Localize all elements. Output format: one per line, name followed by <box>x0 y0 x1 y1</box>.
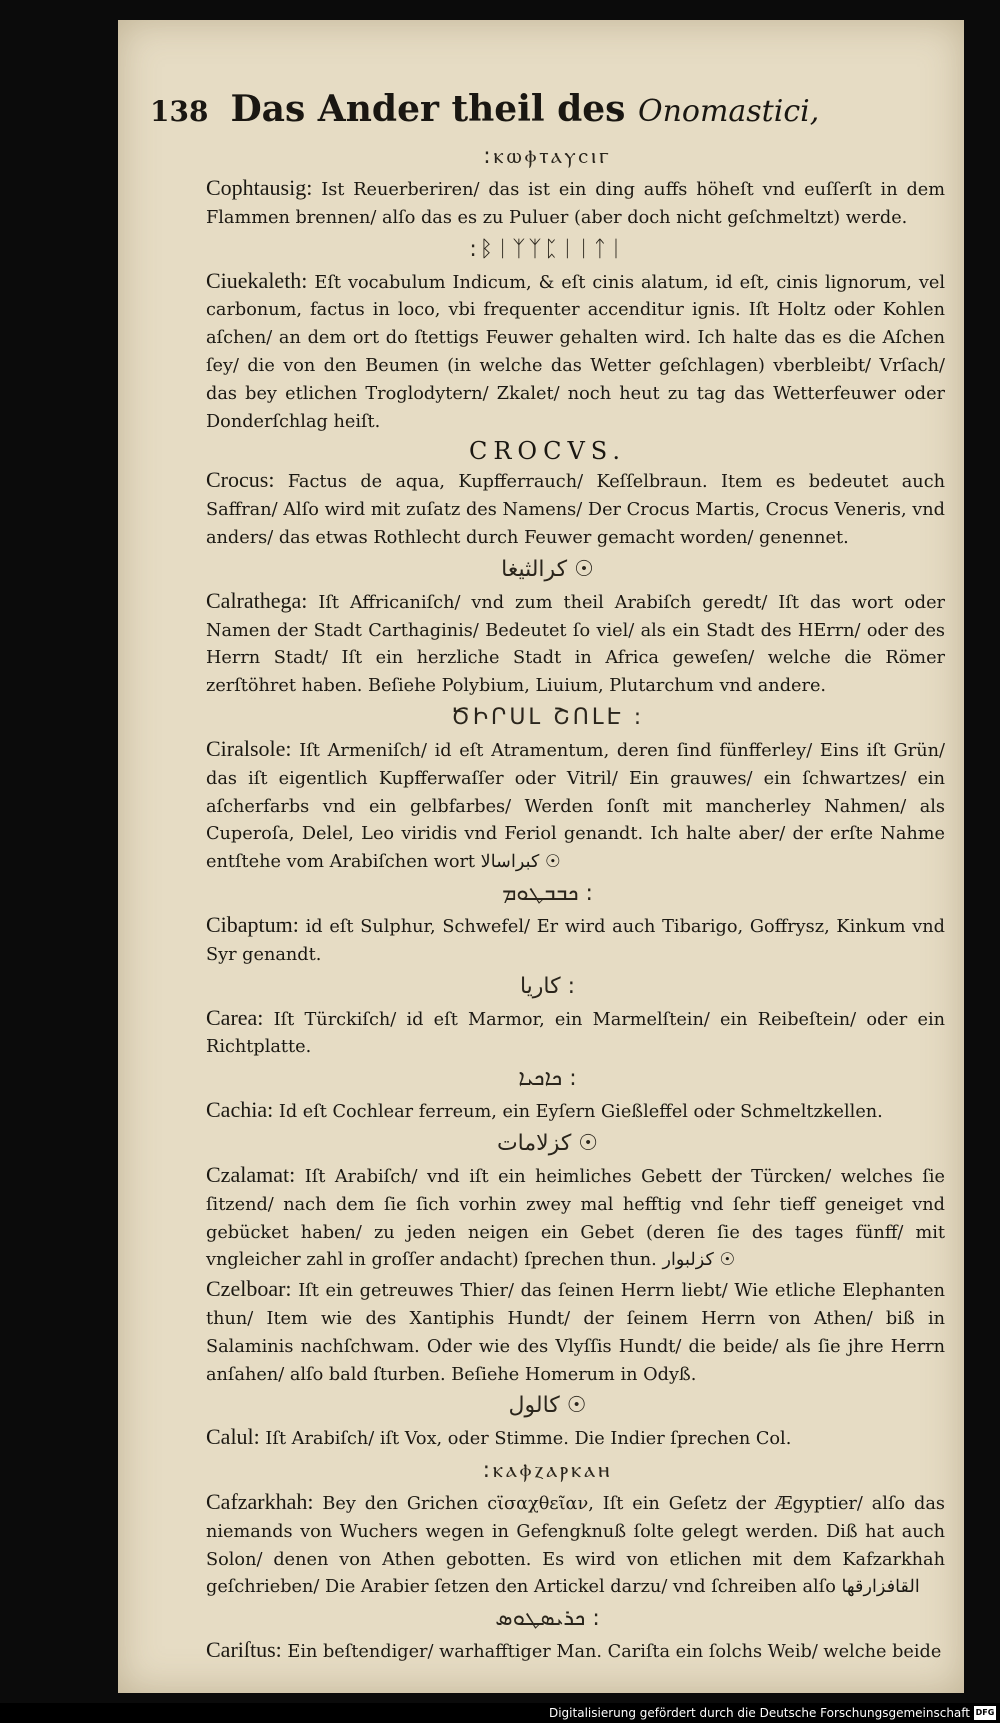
entry-headword: Crocus: <box>206 467 275 493</box>
dictionary-entry <box>150 466 945 552</box>
entry-headword: Cibaptum: <box>206 911 299 937</box>
dictionary-entry <box>150 911 945 970</box>
foreign-script-line: ܟܪܝܣܛܘܣ : <box>495 1606 600 1632</box>
entry-headword: Czelboar: <box>206 1276 292 1302</box>
running-title-latin: Onomastici, <box>637 94 820 129</box>
entry-text: Iſt Türckiſch/ id eſt Marmor, ein Marmelſtein/ ein Reibeſtein/ oder ein Richtplatte. <box>206 1009 946 1058</box>
foreign-script-line: ﻛﺎﺭﻳﺎ : <box>519 973 576 999</box>
running-title <box>230 88 819 130</box>
foreign-script-line: ﻛﺰﻻﻣﺎﺕ ☉ <box>496 1130 599 1156</box>
digitization-footer <box>0 1703 1000 1723</box>
page-header <box>150 88 930 138</box>
entry-headword: Cophtausig: <box>206 175 313 200</box>
dictionary-entry <box>150 587 945 701</box>
dictionary-entry <box>150 267 945 437</box>
dictionary-entry <box>150 1423 945 1454</box>
entry-text: Eſt vocabulum Indicum, & eſt cinis alatum, id eſt, cinis lignorum, vel carbonum, factus in loco, vbi frequenter accenditur ignis. Iſt Holtz oder Kohlen aſchen/ an dem ort do ſtettigs Feuwer gehalten wird. Ich halte das es die Aſchen ſey/ die von den Beumen (in welche das Wetter geſchlagen) vberbleibt/ Vrſach/ das bey etlichen Troglodytern/ Zkalet/ noch heut zu tag das Wetterfeuwer oder Donderſchlag heiſt. <box>206 272 946 432</box>
dictionary-entry <box>150 1096 945 1127</box>
dictionary-entry <box>150 1636 945 1667</box>
entry-text: Iſt Affricaniſch/ vnd zum theil Arabiſch geredt/ Iſt das wort oder Namen der Stadt Carthaginis/ Bedeutet ſo viel/ als ein Stadt des HErrn/ oder des Herrn Stadt/ Iſt ein herzliche Stadt in Africa geweſen/ welche die Römer zerſtöhret haben. Beſiehe Polybium, Liuium, Plutarchum vnd andere. <box>206 592 946 697</box>
foreign-script-line: :ⲕⲱⲫⲧⲁⲩⲥⲓⲅ <box>483 144 612 169</box>
dictionary-entry <box>150 1161 945 1275</box>
entry-text: Factus de aqua, Kupfferrauch/ Keſſelbraun. Item es bedeutet auch Saffran/ Alſo wird mit zuſatz des Namens/ Der Crocus Martis, Crocus Veneris, vnd anders/ das etwas Rothlecht durch Feuwer gemacht worden/ genennet. <box>206 472 945 548</box>
dictionary-entry <box>150 1488 945 1602</box>
dfg-logo-icon: DFG <box>974 1706 996 1720</box>
entry-headword: Cafzarkhah: <box>206 1489 314 1515</box>
page-number: 138 <box>150 95 209 128</box>
entry-text: Iſt Arabiſch/ iſt Vox, oder Stimme. Die Indier ſprechen Col. <box>265 1429 792 1450</box>
entry-headword: Calul: <box>206 1424 260 1450</box>
entry-headword: Ciralsole: <box>206 735 292 761</box>
entry-headword: Cachia: <box>206 1097 274 1123</box>
entry-text: id eſt Sulphur, Schwefel/ Er wird auch Tibarigo, Goffrysz, Kinkum vnd Syr genandt. <box>206 916 946 965</box>
foreign-script-line: :ᛒᛁᛉᛉᛈᛁᛁᛏᛁ <box>469 236 626 262</box>
foreign-script-line: :ⲕⲁⲫⲍⲁⲣⲕⲁⲏ <box>482 1458 613 1484</box>
section-heading: CROCVS. <box>468 437 627 466</box>
entry-text: Bey den Grichen ϲϊσαχθεῖαν, Iſt ein Geſetz der Ægyptier/ alſo das niemands von Wuchers wegen in Gefengknuß ſolte gelegt werden. Diß hat auch Solon/ denen von Athen gebotten. Es wird von etlichen mit dem Kafzarkhah geſchrieben/ Die Arabier ſetzen den Artickel darzu/ vnd ſchreiben alſo ﺍﻟﻘﺎﻓﺰﺍﺭﻗﻬﺎ <box>206 1494 945 1598</box>
running-title-text: Das Ander theil des <box>230 88 626 130</box>
entry-headword: Calrathega: <box>206 587 308 613</box>
dictionary-entry <box>150 1275 945 1389</box>
footer-text: Digitalisierung gefördert durch die Deutsche Forschungsgemeinschaft <box>548 1706 970 1720</box>
foreign-script-line: ԾԻՐՍԼ ՇՈԼԷ : <box>450 704 645 730</box>
dictionary-entry <box>150 1004 945 1063</box>
entry-headword: Czalamat: <box>206 1161 296 1187</box>
page-content <box>150 140 945 1667</box>
foreign-script-line: ܟܒܒܛܘܡ : <box>502 880 593 906</box>
entry-text: Ein beſtendiger/ warhafftiger Man. Cariſta ein ſolchs Weib/ welche beide <box>287 1642 942 1663</box>
entry-text: Ist Reuerberiren/ das ist ein ding auffs höheſt vnd euſſerſt in dem Flammen brennen/ alſo das es zu Puluer (aber doch nicht geſchmeltzt) werde. <box>206 180 946 228</box>
entry-text: Iſt Armeniſch/ id eſt Atramentum, deren ſind fünfferley/ Eins iſt Grün/ das iſt eigentlich Kupfferwaſſer oder Vitril/ Ein grauwes/ ein ſchwartzes/ ein aſcherfarbs vnd ein gelbfarbes/ Werden ſonſt mit mancherley Nahmen/ als Cuperoſa, Delel, Leo viridis vnd Feriol genandt. Ich halte aber/ der erſte Nahme entſtehe vom Arabiſchen wort ﻛﺒﺮﺍﺳﺎﻻ ☉ <box>206 740 945 873</box>
dictionary-entry <box>150 735 945 877</box>
foreign-script-line: ﻛﺮﺍﻟﺜﻴﻐﺎ ☉ <box>501 556 594 582</box>
dictionary-entry <box>150 174 945 233</box>
foreign-script-line: ܟܐܟܝܐ : <box>518 1066 577 1092</box>
foreign-script-line: ﻛﺎﻟﻮﻝ ☉ <box>508 1393 587 1419</box>
entry-headword: Ciuekaleth: <box>206 267 308 293</box>
entry-list <box>150 140 945 1667</box>
entry-text: Id eſt Cochlear ferreum, ein Eyſern Gießleffel oder Schmeltzkellen. <box>278 1102 883 1123</box>
entry-headword: Cariſtus: <box>206 1637 282 1663</box>
entry-headword: Carea: <box>206 1004 264 1030</box>
entry-text: Iſt ein getreuwes Thier/ das ſeinen Herrn liebt/ Wie etliche Elephanten thun/ Item wie des Xantiphis Hundt/ der ſeinem Herrn von Athen/ biß in Salaminis nachſchwam. Oder wie des Vlyſſis Hundt/ die beide/ als ſie jhre Herrn anſahen/ alſo bald ſturben. Beſiehe Homerum in Odyß. <box>206 1281 945 1385</box>
entry-text: Iſt Arabiſch/ vnd iſt ein heimliches Gebett der Türcken/ welches ſie ſitzend/ nach dem ſie ſich vorhin zwey mal hefftig vnd ſehr tieff geneiget vnd gebücket haben/ zu jeden neigen ein Gebet (deren ſie des tages fünff/ mit vngleicher zahl in groſſer andacht) ſprechen thun. ﻛﺰﻟﺒﻮﺍﺭ ☉ <box>206 1166 946 1271</box>
